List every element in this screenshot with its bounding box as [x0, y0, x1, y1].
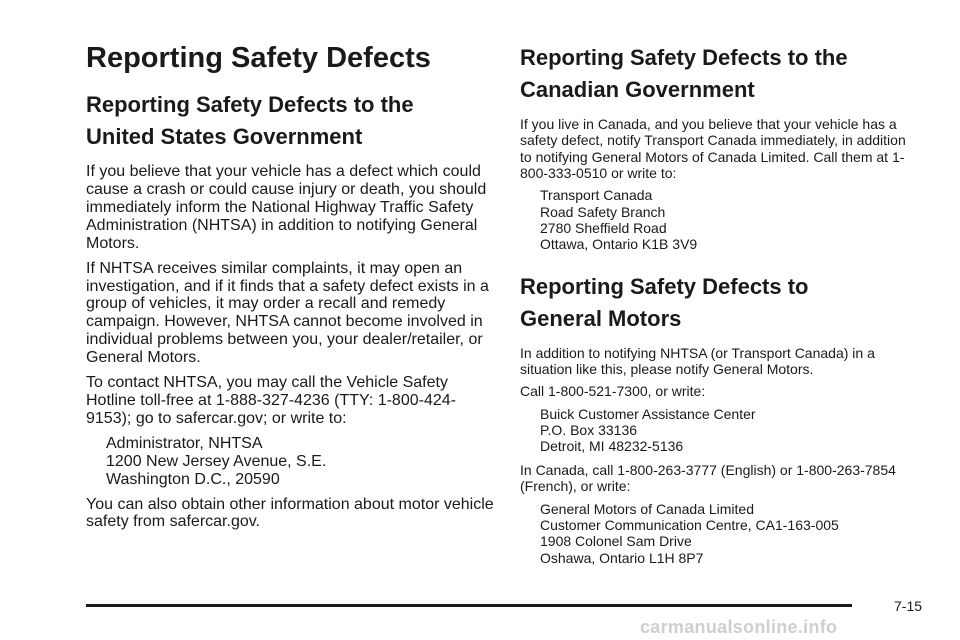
- canada-section-heading: [520, 42, 920, 106]
- us-heading-line2: United States Government: [86, 124, 363, 150]
- gm-section-heading: [520, 271, 920, 335]
- nhtsa-address: [106, 435, 496, 489]
- address-line: Washington D.C., 20590: [106, 470, 280, 488]
- us-section-heading: [86, 89, 496, 153]
- address-line: Road Safety Branch: [540, 203, 666, 220]
- watermark: carmanualsonline.info: [640, 617, 838, 637]
- canada-heading-line1: Reporting Safety Defects to the: [520, 45, 848, 70]
- gm-paragraph-1: In addition to notifying NHTSA (or Transport Canada) in a situation like this, please notify General Motors.: [520, 344, 875, 377]
- address-line: P.O. Box 33136: [540, 422, 638, 439]
- gm-heading-line1: Reporting Safety Defects to: [520, 273, 809, 299]
- buick-address: [540, 406, 920, 455]
- gm-heading-line2: General Motors: [520, 305, 682, 331]
- address-line: Transport Canada: [540, 187, 653, 204]
- gm-paragraph-2: Call 1-800-521-7300, or write:: [520, 383, 706, 400]
- address-line: Buick Customer Assistance Center: [540, 405, 756, 422]
- canada-paragraph-1: If you live in Canada, and you believe that your vehicle has a safety defect, notify Transport Canada immediately, in addition to notifying General Motors of Canada Limited. Call them at 1-800-333-0510 or write to:: [520, 115, 906, 181]
- left-column: [86, 42, 496, 538]
- gm-canada-address: [540, 501, 920, 567]
- address-line: Detroit, MI 48232-5136: [540, 438, 684, 455]
- address-line: Administrator, NHTSA: [106, 434, 263, 452]
- us-paragraph-2: If NHTSA receives similar complaints, it may open an investigation, and if it finds that a safety defect exists in a group of vehicles, it may order a recall and remedy campaign. However, NHTSA cannot become involved in individual problems between you, your dealer/retailer, or General Motors.: [86, 259, 489, 367]
- right-column: [520, 42, 920, 573]
- address-line: 1200 New Jersey Avenue, S.E.: [106, 452, 327, 470]
- gm-paragraph-3: In Canada, call 1-800-263-3777 (English) or 1-800-263-7854 (French), or write:: [520, 461, 896, 495]
- address-line: Customer Communication Centre, CA1-163-005: [540, 516, 839, 533]
- address-line: Ottawa, Ontario K1B 3V9: [540, 236, 698, 253]
- us-paragraph-4: You can also obtain other information about motor vehicle safety from safercar.gov.: [86, 495, 494, 531]
- us-heading-line1: Reporting Safety Defects to the: [86, 92, 414, 118]
- us-paragraph-3: To contact NHTSA, you may call the Vehicle Safety Hotline toll-free at 1-888-327-4236 (TTY: 1-800-424-9153); go to safercar.gov; or write to:: [86, 374, 456, 427]
- canada-heading-line2: Canadian Government: [520, 76, 755, 102]
- page-number: 7-15: [894, 598, 923, 614]
- address-line: 1908 Colonel Sam Drive: [540, 533, 692, 550]
- address-line: 2780 Sheffield Road: [540, 220, 667, 237]
- transport-canada-address: [540, 187, 920, 253]
- page-title: Reporting Safety Defects: [86, 42, 431, 74]
- address-line: General Motors of Canada Limited: [540, 500, 754, 517]
- us-paragraph-1: If you believe that your vehicle has a defect which could cause a crash or could cause injury or death, you should immediately inform the National Highway Traffic Safety Administration (NHTSA) in addition to notifying General Motors.: [86, 163, 487, 252]
- address-line: Oshawa, Ontario L1H 8P7: [540, 549, 704, 566]
- footer-rule: [86, 604, 852, 607]
